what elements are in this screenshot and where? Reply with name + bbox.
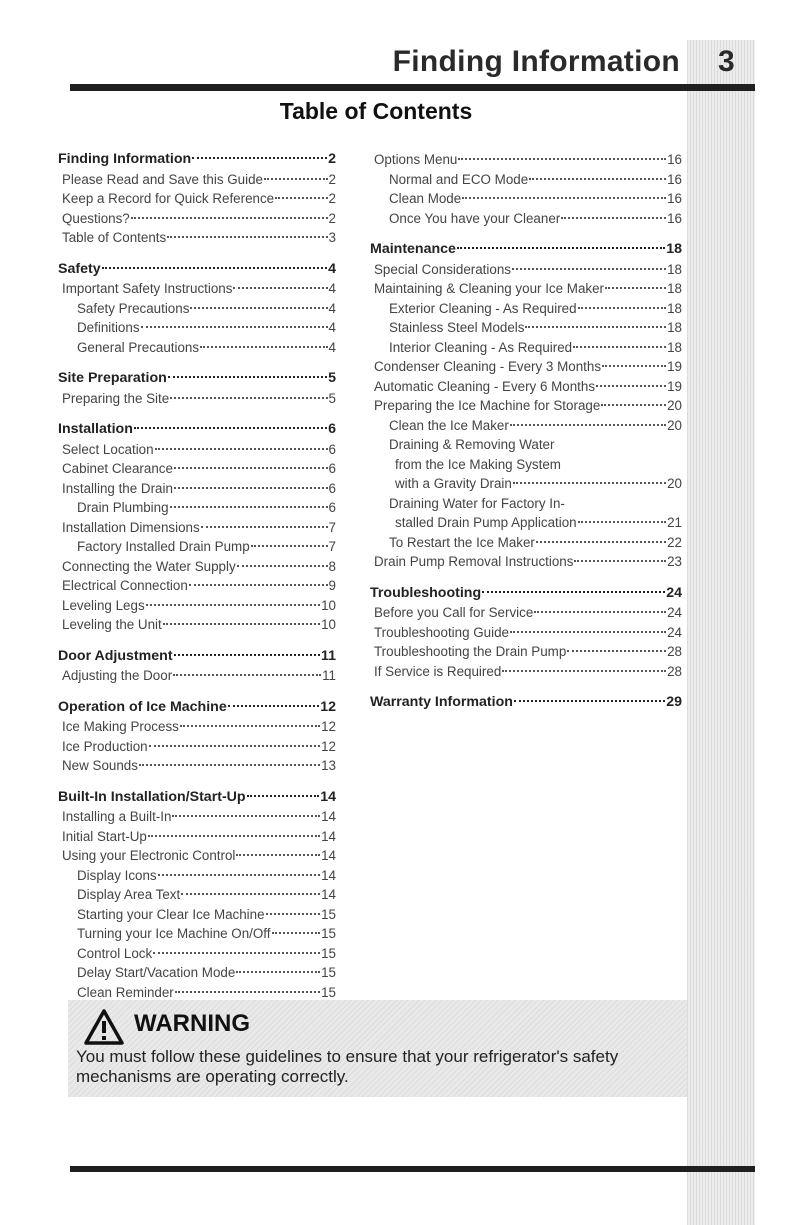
toc-entry-title: Questions? [62, 210, 130, 226]
toc-page-number: 14 [321, 809, 336, 824]
dot-leader [148, 835, 320, 837]
dot-leader [131, 217, 328, 219]
dot-leader [172, 815, 320, 817]
toc-entry [370, 209, 682, 229]
page-title: Finding Information [392, 45, 680, 78]
dot-leader [149, 745, 320, 747]
toc-entry-title: Keep a Record for Quick Reference [62, 191, 275, 206]
toc-entry-title: Table of Contents [62, 230, 167, 245]
dot-leader [236, 971, 320, 973]
dot-leader [228, 705, 320, 707]
toc-page-number: 18 [667, 281, 682, 296]
toc-section-entry [58, 260, 336, 280]
toc-entry-title: with a Gravity Drain [395, 476, 512, 491]
toc-page-number: 20 [667, 398, 682, 413]
toc-entry [58, 807, 336, 827]
toc-entry-title: Interior Cleaning - As Required [389, 339, 573, 355]
dot-leader [237, 565, 328, 567]
dot-leader [605, 287, 666, 289]
bottom-rule [70, 1166, 755, 1172]
dot-leader [596, 385, 666, 387]
toc-page-number: 23 [667, 554, 682, 569]
toc-entry-title: Control Lock [77, 945, 153, 961]
toc-entry [58, 596, 336, 616]
dot-leader [174, 487, 328, 489]
toc-page-number: 18 [667, 339, 682, 355]
toc-page-number: 14 [321, 828, 336, 844]
toc-page-number: 28 [667, 644, 682, 659]
toc-entry-title: Draining Water for Factory In- [389, 495, 565, 511]
dot-leader [275, 197, 327, 199]
dot-leader [272, 932, 321, 934]
toc-entry-title: Safety Precautions [77, 300, 190, 316]
toc-entry [370, 299, 682, 319]
toc-page-number: 14 [321, 867, 336, 883]
toc-page-number: 18 [667, 320, 682, 335]
toc-page-number: 7 [328, 539, 336, 554]
dot-leader [190, 307, 327, 309]
toc-entry [370, 474, 682, 494]
toc-page-number: 8 [328, 558, 336, 574]
toc-page-number: 6 [328, 441, 336, 457]
toc-entry-title: Preparing the Ice Machine for Storage [374, 398, 601, 413]
toc-entry-title: Electrical Connection [62, 578, 188, 593]
toc-entry [58, 737, 336, 757]
toc-entry-title: Leveling Legs [62, 597, 145, 613]
toc-page-number: 3 [328, 230, 336, 245]
toc-entry [58, 170, 336, 190]
dot-leader [578, 521, 666, 523]
toc-section-entry [370, 584, 682, 604]
toc-page-number: 18 [667, 261, 682, 277]
toc-page-number: 19 [667, 378, 682, 394]
chapter-number: 3 [718, 45, 735, 78]
toc-entry [370, 533, 682, 553]
chapter-side-tab [687, 40, 755, 1225]
toc-entry-title: Cabinet Clearance [62, 461, 173, 476]
dot-leader [170, 397, 327, 399]
dot-leader [167, 236, 327, 238]
toc-page-number: 9 [328, 578, 336, 593]
toc-entry-title: stalled Drain Pump Application [395, 515, 577, 530]
toc-entry-title: Initial Start-Up [62, 828, 147, 844]
dot-leader [573, 346, 666, 348]
toc-entry [58, 299, 336, 319]
toc-section-entry [370, 240, 682, 260]
dot-leader [264, 178, 328, 180]
dot-leader [482, 591, 665, 593]
toc-page-number: 15 [321, 945, 336, 961]
toc-entry [370, 150, 682, 170]
toc-page-number: 16 [667, 171, 682, 187]
toc-section-entry [58, 698, 336, 718]
dot-leader [567, 650, 666, 652]
toc-page-number: 24 [667, 624, 682, 640]
toc-entry [58, 389, 336, 409]
dot-leader [173, 674, 321, 676]
dot-leader [458, 158, 666, 160]
toc-entry-title: Starting your Clear Ice Machine [77, 906, 265, 922]
toc-entry-title: Clean Reminder [77, 984, 174, 1000]
warning-triangle-icon [84, 1009, 124, 1045]
dot-leader [146, 604, 320, 606]
toc-page-number: 5 [328, 390, 336, 406]
toc-entry [58, 666, 336, 686]
dot-leader [462, 197, 666, 199]
toc-entry-title: Maintenance [370, 241, 456, 257]
dot-leader [510, 631, 666, 633]
dot-leader [514, 700, 665, 702]
toc-page-number: 14 [321, 848, 336, 863]
toc-entry-title: General Precautions [77, 339, 200, 355]
dot-leader [602, 365, 666, 367]
dot-leader [170, 506, 328, 508]
toc-page-number: 12 [321, 738, 336, 754]
toc-section-entry [58, 788, 336, 808]
toc-entry [370, 455, 682, 475]
toc-entry [370, 338, 682, 358]
toc-entry-title: Options Menu [374, 152, 458, 167]
toc-entry-title: Drain Pump Removal Instructions [374, 554, 574, 569]
dot-leader [601, 404, 666, 406]
toc-entry-title: Troubleshooting the Drain Pump [374, 644, 567, 659]
toc-entry-title: Important Safety Instructions [62, 281, 233, 296]
toc-entry-title: Exterior Cleaning - As Required [389, 300, 577, 316]
toc-entry [58, 557, 336, 577]
toc-entry [58, 944, 336, 964]
toc-entry-title: Finding Information [58, 151, 192, 167]
toc-page-number: 2 [328, 151, 336, 167]
warning-title: WARNING [134, 1010, 250, 1037]
toc-entry-title: Leveling the Unit [62, 617, 162, 632]
toc-entry-title: Preparing the Site [62, 390, 170, 406]
toc-page-number: 12 [320, 698, 336, 715]
toc-entry-title: Once You have your Cleaner [389, 210, 561, 226]
toc-entry-title: Delay Start/Vacation Mode [77, 965, 236, 980]
dot-leader [201, 526, 328, 528]
toc-section-entry [58, 647, 336, 667]
toc-page-number: 15 [321, 906, 336, 922]
dot-leader [174, 654, 320, 656]
dot-leader [139, 764, 320, 766]
toc-section-entry [58, 420, 336, 440]
toc-entry [370, 260, 682, 280]
toc-entry [58, 228, 336, 248]
toc-entry [370, 623, 682, 643]
toc-entry-title: If Service is Required [374, 663, 502, 679]
toc-page-number: 4 [328, 300, 336, 316]
toc-entry [370, 603, 682, 623]
toc-page-number: 4 [328, 281, 336, 296]
toc-page-number: 7 [328, 519, 336, 535]
dot-leader [529, 178, 666, 180]
toc-page-number: 2 [328, 191, 336, 206]
toc-page-number: 6 [328, 500, 336, 515]
toc-page-number: 14 [320, 788, 336, 805]
dot-leader [189, 584, 328, 586]
toc-entry [58, 924, 336, 944]
toc-entry-title: Special Considerations [374, 261, 511, 277]
toc-page-number: 2 [328, 171, 336, 187]
toc-entry [58, 459, 336, 479]
toc-entry-title: Clean the Ice Maker [389, 417, 509, 433]
dot-leader [457, 247, 665, 249]
dot-leader [102, 267, 328, 269]
toc-page-number: 6 [328, 480, 336, 496]
toc-entry-title: from the Ice Making System [395, 456, 561, 472]
toc-entry-title: Installing the Drain [62, 480, 173, 496]
toc-entry [58, 963, 336, 983]
toc-entry [58, 576, 336, 596]
toc-entry-title: Stainless Steel Models [389, 320, 525, 335]
toc-entry-title: Select Location [62, 441, 154, 457]
toc-entry [58, 615, 336, 635]
toc-entry-title: Door Adjustment [58, 647, 173, 664]
toc-page-number: 4 [328, 339, 336, 355]
dot-leader [153, 952, 320, 954]
toc-entry-title: Display Icons [77, 867, 157, 883]
toc-entry-title: Factory Installed Drain Pump [77, 539, 250, 554]
toc-entry-title: Safety [58, 260, 101, 277]
toc-entry [58, 885, 336, 905]
toc-page-number: 19 [667, 359, 682, 374]
toc-page-number: 21 [667, 515, 682, 530]
toc-page-number: 15 [321, 926, 336, 941]
toc-page-number: 20 [667, 417, 682, 433]
dot-leader [510, 424, 666, 426]
toc-page-number: 28 [667, 663, 682, 679]
toc-entry-title: Installing a Built-In [62, 809, 172, 824]
toc-page-number: 10 [321, 597, 336, 613]
toc-entry [58, 279, 336, 299]
toc-page-number: 18 [667, 300, 682, 316]
toc-right-column [370, 150, 682, 713]
toc-entry-title: Operation of Ice Machine [58, 698, 227, 715]
toc-page-number: 15 [321, 984, 336, 1000]
dot-leader [266, 913, 321, 915]
toc-entry-title: To Restart the Ice Maker [389, 534, 535, 550]
toc-entry-title: Troubleshooting [370, 584, 482, 601]
toc-page-number: 14 [321, 887, 336, 902]
toc-entry-title: Draining & Removing Water [389, 437, 555, 452]
toc-entry [370, 396, 682, 416]
toc-page-number: 10 [321, 617, 336, 632]
dot-leader [534, 611, 666, 613]
toc-entry [58, 338, 336, 358]
toc-heading: Table of Contents [279, 98, 473, 124]
dot-leader [525, 326, 666, 328]
toc-page-number: 11 [321, 647, 336, 664]
toc-entry-title: Installation Dimensions [62, 519, 200, 535]
toc-entry-title: Turning your Ice Machine On/Off [77, 926, 271, 941]
toc-entry [58, 827, 336, 847]
toc-entry-title: Definitions [77, 320, 140, 335]
toc-entry-title: Ice Making Process [62, 719, 179, 734]
dot-leader [158, 874, 320, 876]
toc-entry [58, 866, 336, 886]
toc-entry [370, 642, 682, 662]
toc-page-number: 16 [667, 210, 682, 226]
toc-entry [58, 717, 336, 737]
dot-leader [512, 268, 666, 270]
toc-entry-title: Please Read and Save this Guide [62, 171, 263, 187]
dot-leader [192, 157, 327, 159]
toc-entry [58, 537, 336, 557]
toc-page-number: 29 [666, 694, 682, 710]
toc-entry [58, 846, 336, 866]
toc-page-number: 16 [667, 152, 682, 167]
toc-entry [370, 494, 682, 514]
toc-entry-title: Before you Call for Service [374, 605, 534, 620]
toc-entry-title: Installation [58, 421, 133, 437]
toc-entry [370, 318, 682, 338]
dot-leader [175, 991, 320, 993]
toc-entry [370, 552, 682, 572]
toc-entry-title: Condenser Cleaning - Every 3 Months [374, 359, 602, 374]
toc-section-entry [370, 693, 682, 713]
toc-page-number: 22 [667, 534, 682, 550]
toc-entry [370, 513, 682, 533]
toc-left-column [58, 150, 336, 1022]
toc-entry [370, 357, 682, 377]
toc-page-number: 6 [328, 461, 336, 476]
dot-leader [251, 545, 328, 547]
dot-leader [513, 482, 666, 484]
toc-section-entry [58, 369, 336, 389]
toc-page-number: 24 [667, 605, 682, 620]
toc-page-number: 4 [328, 320, 336, 335]
toc-entry [370, 377, 682, 397]
toc-page-number: 18 [666, 241, 682, 257]
toc-entry [370, 170, 682, 190]
dot-leader [233, 287, 327, 289]
toc-entry [58, 440, 336, 460]
dot-leader [236, 854, 320, 856]
toc-entry [58, 209, 336, 229]
toc-entry-title: Adjusting the Door [62, 668, 173, 683]
toc-entry-title: Using your Electronic Control [62, 848, 236, 863]
toc-entry [58, 318, 336, 338]
toc-entry [58, 756, 336, 776]
toc-page-number: 16 [667, 191, 682, 206]
dot-leader [180, 725, 320, 727]
toc-section-entry [58, 150, 336, 170]
toc-entry-title: Clean Mode [389, 191, 462, 206]
toc-page-number: 13 [321, 758, 336, 773]
toc-entry [370, 189, 682, 209]
toc-entry-title: Troubleshooting Guide [374, 624, 509, 640]
dot-leader [247, 795, 320, 797]
toc-entry-title: New Sounds [62, 758, 138, 773]
dot-leader [200, 346, 327, 348]
toc-entry [58, 905, 336, 925]
dot-leader [174, 467, 328, 469]
toc-entry [58, 518, 336, 538]
toc-page-number: 11 [322, 668, 336, 683]
dot-leader [134, 427, 327, 429]
dot-leader [502, 670, 666, 672]
dot-leader [163, 623, 320, 625]
toc-entry-title: Warranty Information [370, 694, 513, 710]
warning-text: You must follow these guidelines to ensure that your refrigerator's safety mechanisms are operating correctly. [76, 1047, 619, 1086]
dot-leader [561, 217, 666, 219]
toc-entry [370, 662, 682, 682]
toc-page-number: 2 [328, 210, 336, 226]
toc-entry-title: Automatic Cleaning - Every 6 Months [374, 378, 596, 394]
dot-leader [181, 893, 320, 895]
toc-entry [370, 435, 682, 455]
toc-entry-title: Normal and ECO Mode [389, 171, 529, 187]
warning-box [68, 1000, 687, 1097]
dot-leader [574, 560, 666, 562]
toc-entry-title: Built-In Installation/Start-Up [58, 788, 246, 805]
toc-page-number: 20 [667, 476, 682, 491]
toc-entry-title: Connecting the Water Supply [62, 558, 236, 574]
toc-entry-title: Display Area Text [77, 887, 181, 902]
dot-leader [141, 326, 328, 328]
toc-page-number: 24 [666, 584, 682, 601]
toc-page-number: 6 [328, 421, 336, 437]
toc-entry [58, 479, 336, 499]
top-rule [70, 84, 755, 91]
toc-page-number: 15 [321, 965, 336, 980]
toc-entry [58, 189, 336, 209]
toc-entry-title: Drain Plumbing [77, 500, 169, 515]
toc-page-number: 12 [321, 719, 336, 734]
toc-entry-title: Site Preparation [58, 370, 167, 386]
dot-leader [536, 541, 666, 543]
toc-entry-title: Ice Production [62, 738, 148, 754]
dot-leader [168, 376, 327, 378]
toc-entry-title: Maintaining & Cleaning your Ice Maker [374, 281, 604, 296]
toc-entry [58, 498, 336, 518]
toc-page-number: 5 [328, 370, 336, 386]
dot-leader [155, 448, 328, 450]
toc-page-number: 4 [328, 260, 336, 277]
toc-entry [370, 279, 682, 299]
dot-leader [578, 307, 667, 309]
toc-entry [370, 416, 682, 436]
